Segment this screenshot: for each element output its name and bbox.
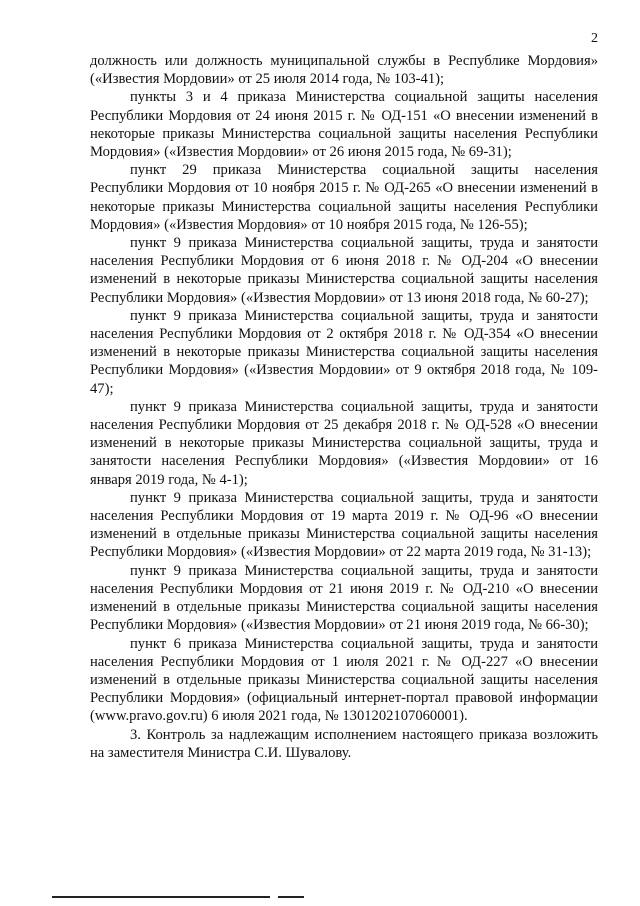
paragraph-item: пункт 29 приказа Министерства социальной защиты населения Республики Мордовия от 10 ноября 2015 г. № ОД-265 «О внесении изменений в некоторые приказы Министерства социальной защиты населения Республики Мордовия» («Известия Мордовия» от 10 ноября 2015 года, № 126-55); (90, 162, 598, 233)
paragraph-item: пункт 9 приказа Министерства социальной защиты, труда и занятости населения Республики Мордовия от 25 декабря 2018 г. № ОД-528 «О внесении изменений в некоторые приказы Министерства социальной защиты, труда и занятости населения Республики Мордовия» («Известия Мордовии» от 16 января 2019 года, № 4-1); (90, 398, 598, 488)
paragraph-continuation: должность или должность муниципальной службы в Республике Мордовия» («Известия Мордовии» от 25 июля 2014 года, № 103-41); (90, 53, 598, 88)
paragraph-item: пункт 9 приказа Министерства социальной защиты, труда и занятости населения Республики Мордовия от 6 июня 2018 г. № ОД-204 «О внесении изменений в некоторые приказы Министерства социальной защиты населения Республики Мордовия» («Известия Мордовии» от 13 июня 2018 года, № 60-27); (90, 235, 598, 306)
bottom-divider-dash (278, 896, 304, 898)
paragraph-item: пункты 3 и 4 приказа Министерства социальной защиты населения Республики Мордовия от 24 июня 2015 г. № ОД-151 «О внесении изменений в некоторые приказы Министерства социальной защиты населения Республики Мордовия» («Известия Мордовии» от 26 июня 2015 года, № 69-31); (90, 89, 598, 161)
document-body (90, 52, 598, 762)
paragraph-item: пункт 6 приказа Министерства социальной защиты, труда и занятости населения Республики Мордовия от 1 июля 2021 г. № ОД-227 «О внесении изменений в отдельные приказы Министерства социальной защиты населения Республики Мордовия» (официальный интернет-портал правовой информации (www.pravo.gov.ru) 6 июля 2021 года, № 1301202107060001). (90, 635, 598, 725)
page-number: 2 (591, 31, 598, 46)
paragraph-item: пункт 9 приказа Министерства социальной защиты, труда и занятости населения Республики Мордовия от 21 июня 2019 г. № ОД-210 «О внесении изменений в отдельные приказы Министерства социальной защиты населения Республики Мордовия» («Известия Мордовии» от 21 июня 2019 года, № 66-30); (90, 562, 598, 634)
bottom-divider (52, 896, 270, 898)
paragraph-control-clause: 3. Контроль за надлежащим исполнением настоящего приказа возложить на заместителя Министра С.И. Шувалову. (90, 726, 598, 761)
paragraph-item: пункт 9 приказа Министерства социальной защиты, труда и занятости населения Республики Мордовия от 19 марта 2019 г. № ОД-96 «О внесении изменений в отдельные приказы Министерства социальной защиты населения Республики Мордовия» («Известия Мордовии» от 22 марта 2019 года, № 31-13); (90, 489, 598, 561)
paragraph-item: пункт 9 приказа Министерства социальной защиты, труда и занятости населения Республики Мордовия от 2 октября 2018 г. № ОД-354 «О внесении изменений в некоторые приказы Министерства социальной защиты населения Республики Мордовия» («Известия Мордовии» от 9 октября 2018 года, № 109-47); (90, 307, 598, 397)
